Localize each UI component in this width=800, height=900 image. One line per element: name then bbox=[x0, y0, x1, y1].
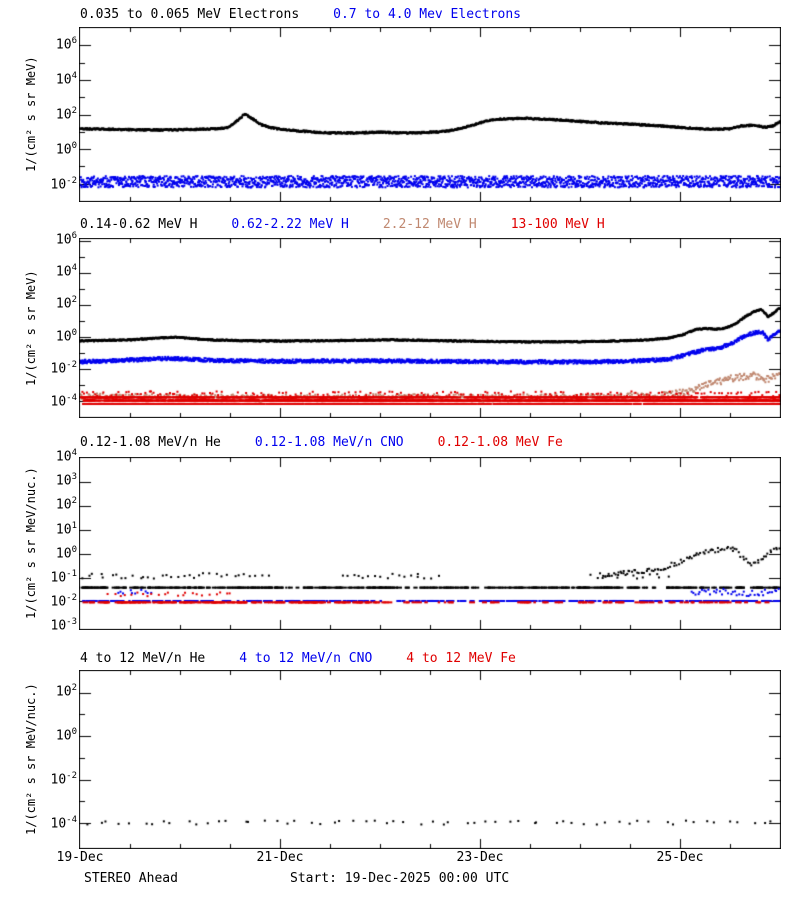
x-tick-label: 19-Dec bbox=[56, 850, 104, 865]
y-tick-label: $10^{-4}$ bbox=[50, 392, 77, 410]
y-tick-label: $10^4$ bbox=[55, 448, 77, 465]
y-tick-label: $10^0$ bbox=[55, 327, 77, 345]
y-tick-label: $10^{-2}$ bbox=[50, 360, 77, 377]
panel-1-y-axis-label: 1/(cm² s sr MeV) bbox=[24, 56, 38, 173]
y-tick-label: $10^2$ bbox=[55, 496, 77, 513]
y-tick-label: $10^2$ bbox=[55, 682, 77, 700]
series-title: 0.62-2.22 MeV H bbox=[231, 217, 349, 232]
y-tick-label: $10^{-3}$ bbox=[50, 617, 77, 634]
panel-4-plot-canvas bbox=[79, 670, 781, 849]
y-tick-label: $10^{-2}$ bbox=[50, 770, 77, 788]
y-tick-label: $10^{-2}$ bbox=[50, 593, 77, 610]
panel-1-titles bbox=[80, 7, 521, 22]
y-tick-label: $10^6$ bbox=[55, 35, 77, 52]
series-title: 0.12-1.08 MeV/n CNO bbox=[254, 435, 404, 450]
series-title: 0.14-0.62 MeV H bbox=[80, 217, 198, 232]
panel-2-plot-canvas bbox=[79, 238, 781, 418]
panel-3-y-tick-labels bbox=[0, 448, 77, 634]
start-time-label: Start: 19-Dec-2025 00:00 UTC bbox=[290, 871, 510, 886]
panel-1-plot-canvas bbox=[79, 27, 781, 202]
y-tick-label: $10^4$ bbox=[55, 263, 77, 280]
series-title: 13-100 MeV H bbox=[510, 217, 605, 232]
y-tick-label: $10^6$ bbox=[55, 230, 77, 247]
y-tick-label: $10^3$ bbox=[55, 472, 77, 489]
y-tick-label: $10^0$ bbox=[55, 544, 77, 562]
y-tick-label: $10^{-4}$ bbox=[50, 814, 77, 832]
y-tick-label: $10^2$ bbox=[55, 295, 77, 312]
series-title: 4 to 12 MeV Fe bbox=[406, 651, 516, 666]
y-tick-label: $10^2$ bbox=[55, 105, 77, 122]
x-tick-label: 21-Dec bbox=[256, 850, 304, 865]
panel-2-titles bbox=[80, 217, 605, 232]
panel-4-y-axis-label: 1/(cm² s sr MeV/nuc.) bbox=[24, 683, 38, 836]
panel-3-titles bbox=[80, 435, 563, 450]
y-tick-label: $10^1$ bbox=[55, 520, 77, 537]
y-tick-label: $10^0$ bbox=[55, 140, 77, 157]
y-tick-label: $10^0$ bbox=[55, 726, 77, 744]
series-title: 4 to 12 MeV/n He bbox=[80, 651, 206, 666]
panel-2-y-axis-label: 1/(cm² s sr MeV) bbox=[24, 270, 38, 386]
series-title: 0.7 to 4.0 Mev Electrons bbox=[333, 7, 521, 22]
y-tick-label: $10^4$ bbox=[55, 70, 77, 87]
series-title: 0.12-1.08 MeV Fe bbox=[437, 435, 563, 450]
panel-4-titles bbox=[80, 651, 516, 666]
series-title: 2.2-12 MeV H bbox=[382, 217, 477, 232]
panel-2-y-tick-labels bbox=[0, 230, 77, 418]
spacecraft-label: STEREO Ahead bbox=[84, 871, 178, 886]
x-tick-label: 23-Dec bbox=[456, 850, 504, 865]
panel-3-plot-canvas bbox=[79, 457, 781, 630]
y-tick-label: $10^{-2}$ bbox=[50, 175, 77, 192]
series-title: 0.035 to 0.065 MeV Electrons bbox=[80, 7, 300, 22]
y-tick-label: $10^{-1}$ bbox=[50, 568, 77, 586]
series-title: 4 to 12 MeV/n CNO bbox=[239, 651, 373, 666]
series-title: 0.12-1.08 MeV/n He bbox=[80, 435, 221, 450]
panel-4-y-tick-labels bbox=[0, 670, 77, 849]
panel-1-y-tick-labels bbox=[0, 27, 77, 202]
panel-3-y-axis-label: 1/(cm² s sr MeV/nuc.) bbox=[24, 467, 38, 620]
x-tick-label: 25-Dec bbox=[656, 850, 704, 865]
